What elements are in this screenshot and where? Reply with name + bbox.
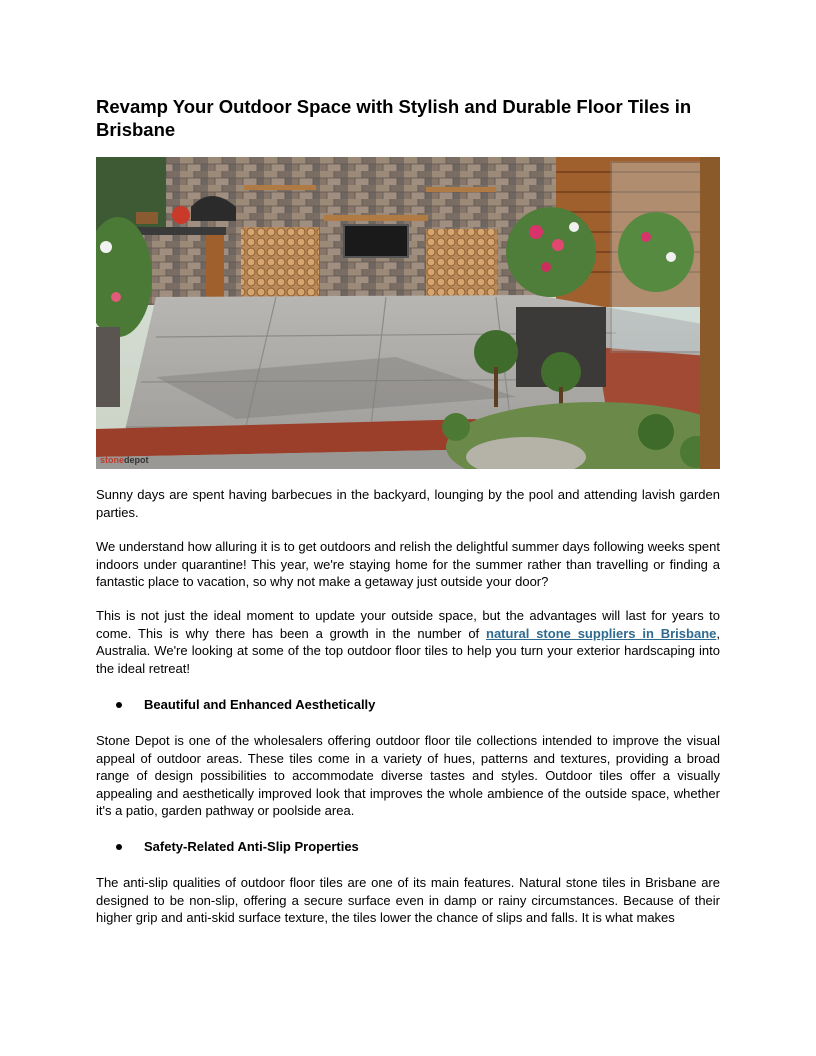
stonedepot-logo: stonedepot — [100, 455, 149, 465]
paragraph-suppliers-after: , Australia. We're looking at some of the top outdoor floor tiles to help you turn your exterior hardscaping into the ideal retreat! — [96, 625, 720, 676]
page-title: Revamp Your Outdoor Space with Stylish and Durable Floor Tiles in Brisbane — [96, 96, 692, 140]
paragraph-quarantine: We understand how alluring it is to get outdoors and relish the delightful summer days following weeks spent indoors under quarantine! This year, we're staying home for the summer rather than travelling or finding a fantastic place to vacation, so why not make a getaway just outside your door? — [96, 539, 720, 590]
bullet-aesthetics — [116, 696, 716, 713]
paragraph-anti-slip: The anti-slip qualities of outdoor floor tiles are one of its main features. Natural stone tiles in Brisbane are designed to be non-slip, offering a secure surface even in damp or rainy circumstances. Because of their higher grip and anti-skid surface texture, the tiles lower the chance of slips and falls. It is what makes — [96, 875, 720, 926]
paragraph-stone-depot: Stone Depot is one of the wholesalers offering outdoor floor tile collections intended to improve the visual appeal of outdoor areas. These tiles come in a variety of hues, patterns and textures, providing a broad range of design possibilities to accommodate diverse tastes and styles. Outdoor tiles offer a visually appealing and aesthetically improved look that improves the whole ambience of the outside space, whether it's a patio, garden pathway or poolside area. — [96, 733, 720, 819]
bullet-anti-slip-label: Safety-Related Anti-Slip Properties — [144, 839, 359, 854]
hero-image — [96, 157, 720, 469]
paragraph-intro: Sunny days are spent having barbecues in the backyard, lounging by the pool and attending lavish garden parties. — [96, 487, 720, 520]
paragraph-suppliers — [96, 607, 720, 677]
paragraph-suppliers-before: This is not just the ideal moment to update your outside space, but the advantages will last for years to come. This is why there has been a growth in the number of — [96, 608, 720, 641]
patio-illustration — [96, 157, 720, 469]
bullet-anti-slip — [116, 838, 716, 855]
bullet-aesthetics-label: Beautiful and Enhanced Aesthetically — [144, 697, 376, 712]
natural-stone-suppliers-link[interactable]: natural stone suppliers in Brisbane — [486, 625, 717, 641]
bullet-icon — [116, 844, 122, 850]
bullet-icon — [116, 702, 122, 708]
